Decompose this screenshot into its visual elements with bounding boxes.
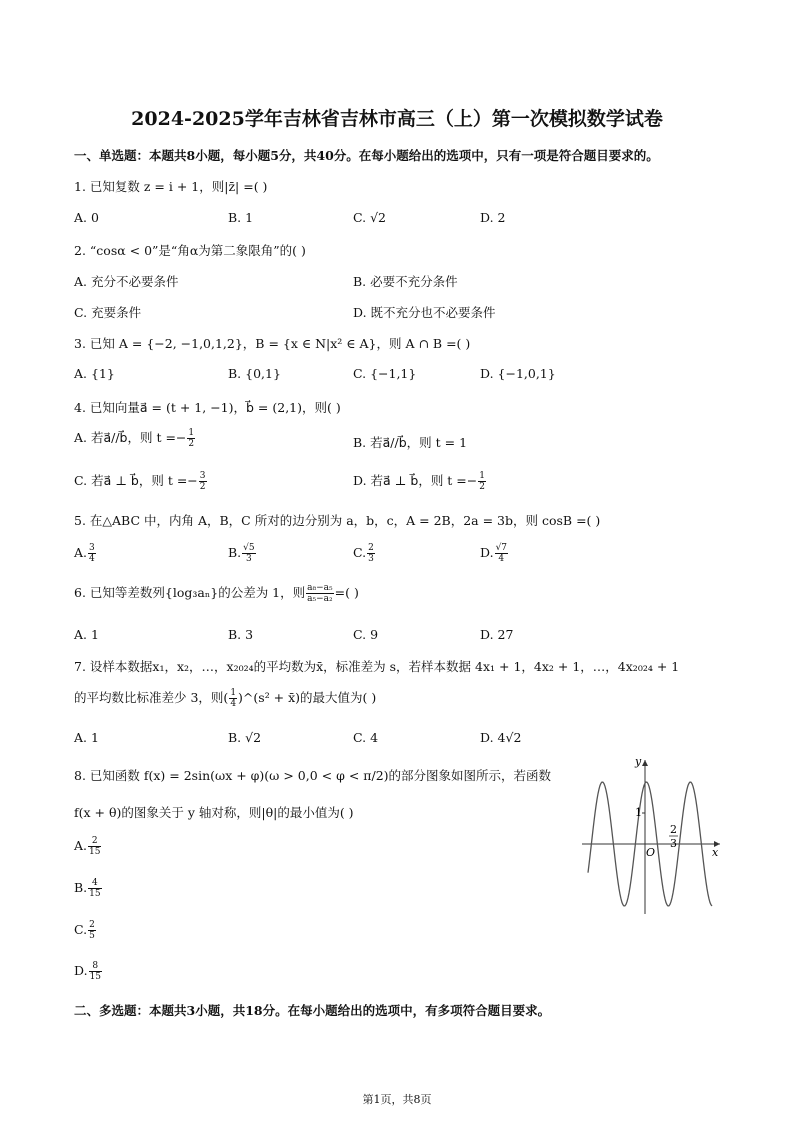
exam-title: 2024-2025学年吉林省吉林市高三（上）第一次模拟数学试卷 [131,108,663,130]
q7-option-d[interactable]: D. 4√2 [480,730,522,745]
q4-stem: 4. 已知向量a⃗ = (t + 1, −1)，b⃗ = (2,1)，则( ) [74,400,341,415]
fraction: $\frac{1}{2}$ [479,471,485,492]
y-one-label: 1 [635,806,642,819]
option-letter: A. [74,838,88,853]
q5-option-a[interactable] [74,543,97,564]
q1-option-b[interactable]: B. 1 [228,210,254,225]
q7-option-c[interactable]: C. 4 [353,730,379,745]
q4-option-d[interactable] [353,471,487,492]
q1-option-a[interactable]: A. 0 [74,210,99,225]
q8-option-b[interactable] [74,878,103,899]
q2-option-b[interactable]: B. 必要不充分条件 [353,274,458,289]
q6-stem-text: 6. 已知等差数列{log₃aₙ}的公差为 1，则 [74,585,306,600]
section-single-choice-header: 一、单选题：本题共8小题，每小题5分，共40分。在每小题给出的选项中，只有一项是符合题目要求的。 [74,148,659,163]
q6-option-d[interactable]: D. 27 [480,627,514,642]
option-letter: A. [74,545,88,560]
q4-option-b[interactable]: B. 若a⃗//b⃗，则 t = 1 [353,435,468,450]
q2-option-c[interactable]: C. 充要条件 [74,305,142,320]
q4-option-c[interactable] [74,471,208,492]
fraction: $\frac{1}{4}$ [230,688,237,709]
fraction: $\frac{2}{5}$ [89,920,95,941]
q8-stem-line1: 8. 已知函数 f(x) = 2sin(ωx + φ)(ω > 0,0 < φ < π/2)的部分图象如图所示，若函数 [74,768,552,783]
q5-stem: 5. 在△ABC 中，内角 A，B，C 所对的边分别为 a，b，c，A = 2B，2a = 3b，则 cosB =( ) [74,513,601,528]
q3-option-c[interactable]: C. {−1,1} [353,366,417,381]
option-letter: D. [480,545,494,560]
fraction: $\frac{3}{2}$ [199,471,206,492]
q8-stem-line2: f(x + θ)的图象关于 y 轴对称，则|θ|的最小值为( ) [74,805,354,820]
option-letter: B. [228,545,242,560]
x-axis-label: x [712,846,719,859]
q3-option-d[interactable]: D. {−1,0,1} [480,366,556,381]
fraction: $\frac{2}{3}$ [368,543,374,564]
fraction: $\frac{4}{15}$ [89,878,101,899]
sine-graph [580,756,725,916]
q7-stem-line1: 7. 设样本数据x₁，x₂，…，x₂₀₂₄的平均数为x̄，标准差为 s，若样本数据 4x₁ + 1，4x₂ + 1，…，4x₂₀₂₄ + 1 [74,659,680,674]
fraction: $\frac{3}{4}$ [89,543,95,564]
q2-stem: 2. “cosα < 0”是“角α为第二象限角”的( ) [74,243,306,258]
q3-option-b[interactable]: B. {0,1} [228,366,281,381]
q4-option-d-text: D. 若a⃗ ⊥ b⃗，则 t =− [353,473,478,488]
section-multiple-choice-header: 二、多选题：本题共3小题，共18分。在每小题给出的选项中，有多项符合题目要求。 [74,1003,551,1018]
q7-stem-line2 [74,688,376,709]
q7-line2-text: 的平均数比标准差少 3，则( [74,690,229,705]
q6-stem [74,583,359,604]
q6-option-a[interactable]: A. 1 [74,627,99,642]
q6-option-c[interactable]: C. 9 [353,627,379,642]
y-axis-label: y [635,756,642,768]
fraction: $\frac{2}{15}$ [89,836,101,857]
x-mark-numerator: 2 [670,823,677,836]
q8-option-a[interactable] [74,836,102,857]
q8-option-d[interactable] [74,961,103,982]
q8-option-c[interactable] [74,920,97,941]
q1-option-d[interactable]: D. 2 [480,210,506,225]
fraction: $\frac{\text{a₈−a₅}}{\text{a₅−a₂}}$ [307,583,333,604]
q2-option-a[interactable]: A. 充分不必要条件 [74,274,179,289]
fraction: $\frac{√7}{4}$ [495,543,508,564]
origin-label: O [646,846,656,859]
q2-option-d[interactable]: D. 既不充分也不必要条件 [353,305,496,320]
q6-option-b[interactable]: B. 3 [228,627,254,642]
fraction: $\frac{√5}{3}$ [243,543,255,564]
option-letter: C. [74,922,88,937]
y-axis-arrow [642,760,648,766]
q4-option-a[interactable] [74,428,196,449]
q5-option-c[interactable] [353,543,376,564]
q7-option-a[interactable]: A. 1 [74,730,99,745]
fraction: $\frac{8}{15}$ [89,961,102,982]
option-letter: B. [74,880,88,895]
q6-stem-tail: =( ) [334,585,359,600]
option-letter: D. [74,963,88,978]
q3-stem: 3. 已知 A = {−2, −1,0,1,2}，B = {x ∈ N|x² ∈ A}，则 A ∩ B =( ) [74,336,471,351]
option-letter: C. [353,545,367,560]
q5-option-d[interactable] [480,543,509,564]
x-mark-denominator: 3 [670,837,677,850]
q7-option-b[interactable]: B. √2 [228,730,262,745]
q4-option-c-text: C. 若a⃗ ⊥ b⃗，则 t =− [74,473,198,488]
q1-option-c[interactable]: C. √2 [353,210,386,225]
q5-option-b[interactable] [228,543,257,564]
q7-line2-tail: )^(s² + x̄)的最大值为( ) [238,690,377,705]
q4-option-a-text: A. 若a⃗//b⃗，则 t =− [74,430,187,445]
q1-stem: 1. 已知复数 z = i + 1，则|z̄| =( ) [74,179,268,194]
fraction: $\frac{1}{2}$ [188,428,195,449]
q3-option-a[interactable]: A. {1} [74,366,115,381]
page-footer: 第1页，共8页 [362,1093,432,1106]
